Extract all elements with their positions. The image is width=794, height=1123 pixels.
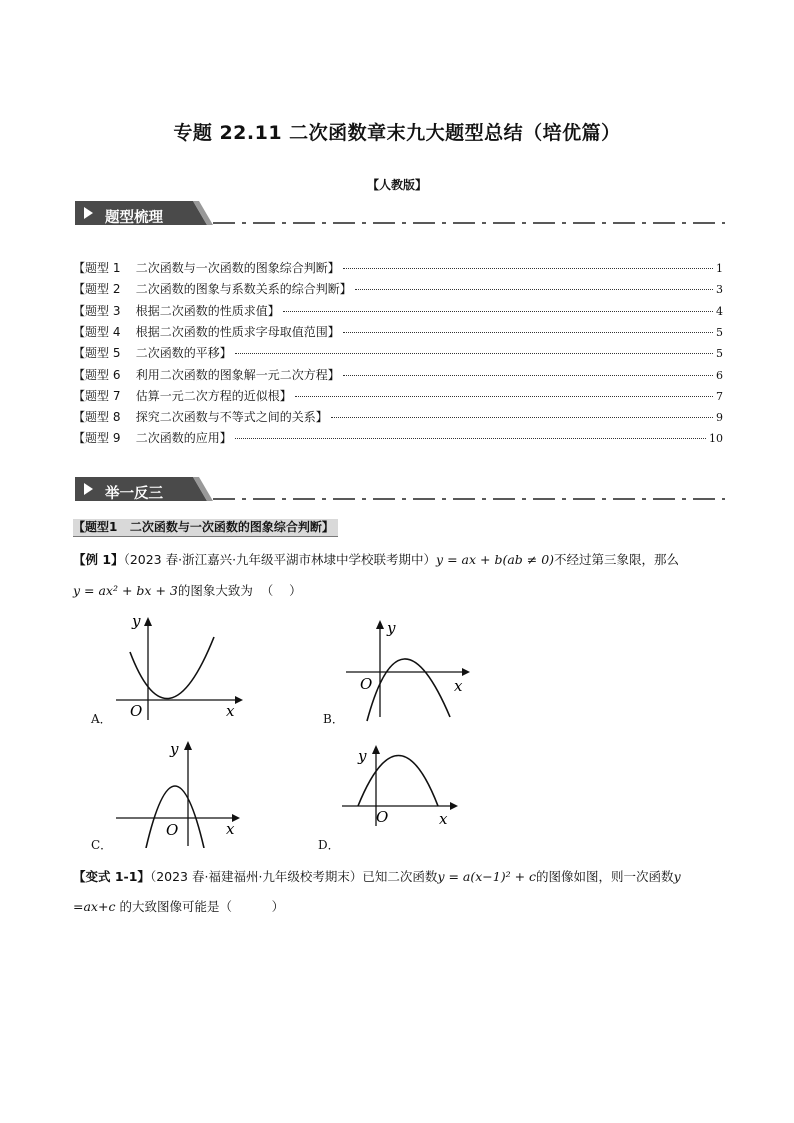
variant1-source: （2023 春·福建福州·九年级校考期末） <box>149 869 363 884</box>
option-b-label[interactable]: B． <box>323 712 344 726</box>
toc-leader-dots <box>355 289 713 290</box>
example1-expr1: y = ax + b(ab ≠ 0) <box>436 552 555 567</box>
origin-label: O <box>166 821 179 839</box>
section-banner-overview <box>75 201 725 231</box>
example1-source: （2023 春·浙江嘉兴·九年级平湖市林埭中学校联考期中） <box>123 552 437 567</box>
section-label-practice: 举一反三 <box>105 486 163 502</box>
origin-label: O <box>360 675 373 693</box>
toc-leader-dots <box>295 396 713 397</box>
toc-item[interactable] <box>73 429 723 449</box>
toc-item-label: 【题型 7 估算一元二次方程的近似根】 <box>73 388 292 403</box>
variant1-expr1: y = a(x−1)² + c <box>437 869 537 884</box>
section-label-overview: 题型梳理 <box>105 210 163 226</box>
variant1-line2 <box>73 897 725 917</box>
toc-item-page: 5 <box>716 347 723 361</box>
axis-x-label: x <box>226 820 235 838</box>
toc-item[interactable] <box>73 366 723 386</box>
axis-y-label: y <box>170 740 179 758</box>
origin-label: O <box>130 702 143 720</box>
toc-item-page: 3 <box>716 283 723 297</box>
toc-item-page: 5 <box>716 325 723 339</box>
variant1-expr-y: y <box>673 869 681 884</box>
toc-item-page: 9 <box>716 411 723 425</box>
variant1-line1 <box>73 867 725 887</box>
toc-leader-dots <box>343 332 713 333</box>
toc-item-label: 【题型 3 根据二次函数的性质求值】 <box>73 303 280 318</box>
toc-item-label: 【题型 2 二次函数的图象与系数关系的综合判断】 <box>73 282 352 297</box>
option-a-graph[interactable] <box>110 612 250 722</box>
toc-leader-dots <box>283 311 713 312</box>
example1-line2 <box>73 581 725 601</box>
toc-item[interactable] <box>73 302 723 322</box>
toc-item[interactable] <box>73 344 723 364</box>
toc-item-label: 【题型 8 探究二次函数与不等式之间的关系】 <box>73 410 328 425</box>
option-d-label[interactable]: D． <box>318 838 340 852</box>
section-banner-practice <box>75 477 725 507</box>
variant1-expr2: ax+c <box>83 899 116 914</box>
type1-heading: 【题型1 二次函数与一次函数的图象综合判断】 <box>73 519 338 537</box>
toc-item-label: 【题型 6 利用二次函数的图象解一元二次方程】 <box>73 367 340 382</box>
toc-item[interactable] <box>73 387 723 407</box>
option-d-graph[interactable] <box>338 740 478 850</box>
toc-leader-dots <box>235 353 713 354</box>
toc-item-page: 7 <box>716 389 723 403</box>
toc-leader-dots <box>343 268 713 269</box>
edition-label: 【人教版】 <box>366 178 427 192</box>
toc-leader-dots <box>343 375 713 376</box>
toc-item[interactable] <box>73 259 723 279</box>
example1-text2: 的图象大致为 （ ） <box>177 583 302 598</box>
toc-leader-dots <box>331 417 713 418</box>
toc-item-label: 【题型 4 根据二次函数的性质求字母取值范围】 <box>73 324 340 339</box>
toc-leader-dots <box>235 438 706 439</box>
toc-item[interactable] <box>73 280 723 300</box>
axis-x-label: x <box>226 702 235 720</box>
variant1-tag: 【变式 1-1】 <box>73 869 150 884</box>
toc-item-label: 【题型 5 二次函数的平移】 <box>73 346 232 361</box>
example1-text1: 不经过第三象限，那么 <box>554 552 680 567</box>
toc-item[interactable] <box>73 323 723 343</box>
section-banner-shape <box>75 201 725 231</box>
option-a-label[interactable]: A． <box>91 712 112 726</box>
option-b-graph[interactable] <box>340 617 480 727</box>
example1-expr2: y = ax² + bx + 3 <box>73 583 178 598</box>
section-banner-shape <box>75 477 725 507</box>
variant1-text1: 已知二次函数 <box>362 869 438 884</box>
axis-x-label: x <box>454 677 463 695</box>
toc-item-label: 【题型 9 二次函数的应用】 <box>73 431 232 446</box>
axis-x-label: x <box>439 810 448 828</box>
example1-line1 <box>73 550 725 570</box>
variant1-text2: 的图像如图，则一次函数 <box>536 869 674 884</box>
toc-item[interactable] <box>73 408 723 428</box>
toc-item-page: 6 <box>716 368 723 382</box>
origin-label: O <box>376 808 389 826</box>
example1-tag: 【例 1】 <box>73 552 124 567</box>
axis-y-label: y <box>132 612 141 630</box>
variant1-text3: 的大致图像可能是（ ） <box>115 899 285 914</box>
variant1-line2-prefix: = <box>73 899 84 914</box>
toc-item-page: 4 <box>716 304 723 318</box>
option-c-graph[interactable] <box>110 738 250 848</box>
axis-y-label: y <box>358 747 367 765</box>
toc-item-label: 【题型 1 二次函数与一次函数的图象综合判断】 <box>73 261 340 275</box>
toc-item-page: 1 <box>716 262 723 275</box>
axis-y-label: y <box>387 619 396 637</box>
option-c-label[interactable]: C． <box>91 838 113 852</box>
page-title: 专题 22.11 二次函数章末九大题型总结（培优篇） <box>173 122 621 144</box>
toc-item-page: 10 <box>709 432 723 446</box>
